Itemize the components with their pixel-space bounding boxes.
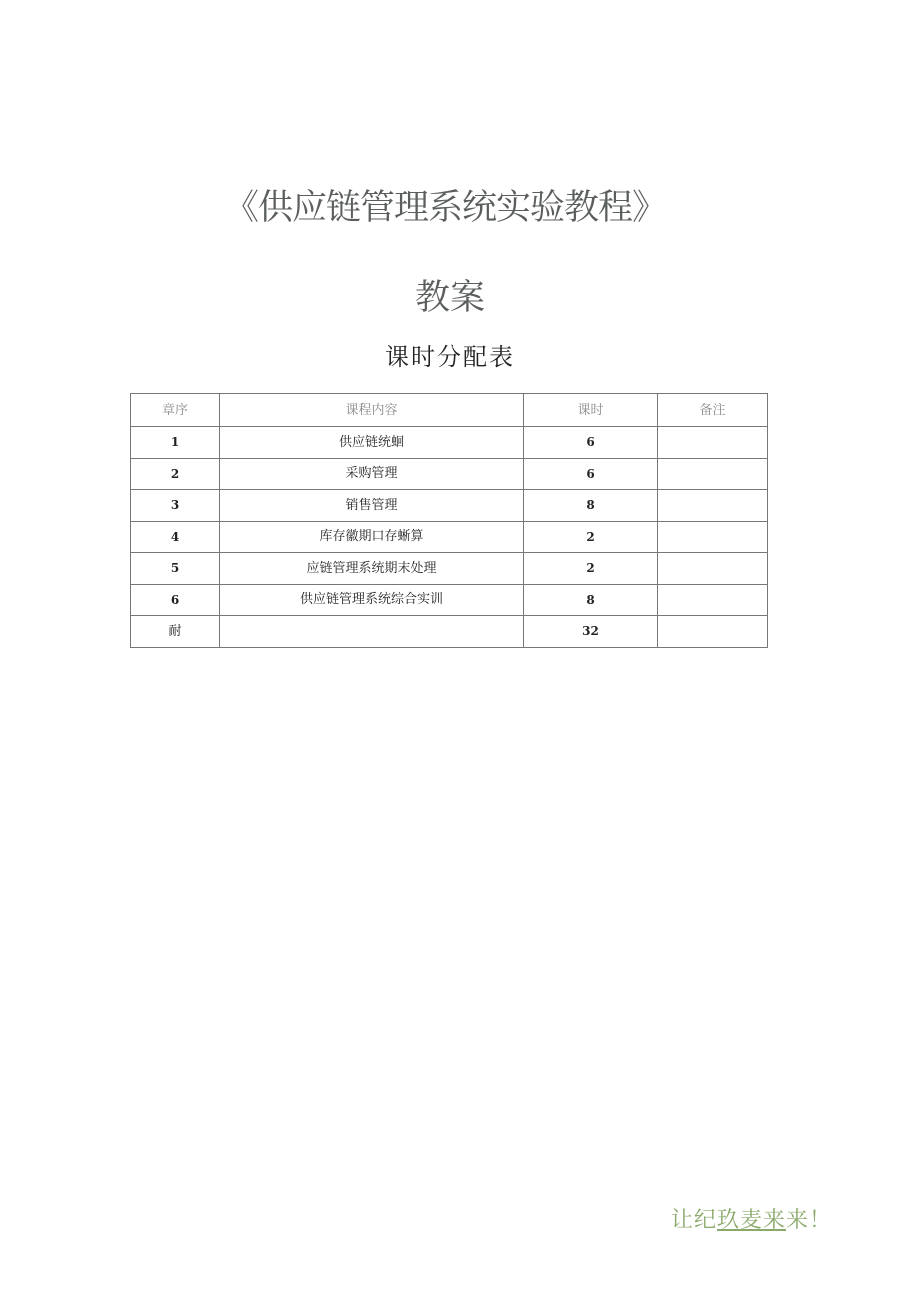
cell-hours: 2 xyxy=(524,521,658,553)
cell-hours: 8 xyxy=(524,490,658,522)
footer-slogan xyxy=(671,1203,832,1234)
cell-content: 供应链管理系统综合实训 xyxy=(220,584,524,616)
table-header-row xyxy=(131,394,768,427)
table-title: 课时分配表 xyxy=(385,343,515,371)
table-row xyxy=(131,458,768,490)
table-row xyxy=(131,584,768,616)
cell-chapter: 2 xyxy=(131,458,220,490)
cell-chapter: 6 xyxy=(131,584,220,616)
cell-total-note xyxy=(658,616,768,648)
document-subtitle: 教案 xyxy=(414,278,485,318)
course-hours-table xyxy=(130,393,768,648)
table-row xyxy=(131,427,768,459)
cell-hours: 6 xyxy=(524,427,658,459)
cell-note xyxy=(658,458,768,490)
cell-note xyxy=(658,521,768,553)
header-content: 课程内容 xyxy=(220,394,524,427)
cell-content: 采购管理 xyxy=(220,458,524,490)
table-row xyxy=(131,553,768,585)
slogan-underlined: 玖麦来 xyxy=(716,1208,786,1233)
cell-total-label: 耐 xyxy=(131,616,220,648)
cell-note xyxy=(658,584,768,616)
cell-hours: 8 xyxy=(524,584,658,616)
document-title: 《供应链管理系统实验教程》 xyxy=(223,188,666,228)
table-total-row xyxy=(131,616,768,648)
cell-note xyxy=(658,490,768,522)
header-hours: 课时 xyxy=(524,394,658,427)
table-row xyxy=(131,490,768,522)
cell-chapter: 5 xyxy=(131,553,220,585)
header-note: 备注 xyxy=(658,394,768,427)
cell-content: 库存徽期口存蜥算 xyxy=(220,521,524,553)
cell-note xyxy=(658,553,768,585)
slogan-end: 来！ xyxy=(785,1208,832,1233)
header-chapter: 章序 xyxy=(131,394,220,427)
table-row xyxy=(131,521,768,553)
cell-content: 销售管理 xyxy=(220,490,524,522)
slogan-start: 让纪 xyxy=(670,1208,717,1233)
cell-chapter: 3 xyxy=(131,490,220,522)
cell-note xyxy=(658,427,768,459)
cell-hours: 2 xyxy=(524,553,658,585)
cell-total-content xyxy=(220,616,524,648)
cell-total-hours: 32 xyxy=(524,616,658,648)
cell-hours: 6 xyxy=(524,458,658,490)
cell-content: 供应链统蛔 xyxy=(220,427,524,459)
cell-chapter: 4 xyxy=(131,521,220,553)
cell-content: 应链管理系统期末处理 xyxy=(220,553,524,585)
cell-chapter: 1 xyxy=(131,427,220,459)
